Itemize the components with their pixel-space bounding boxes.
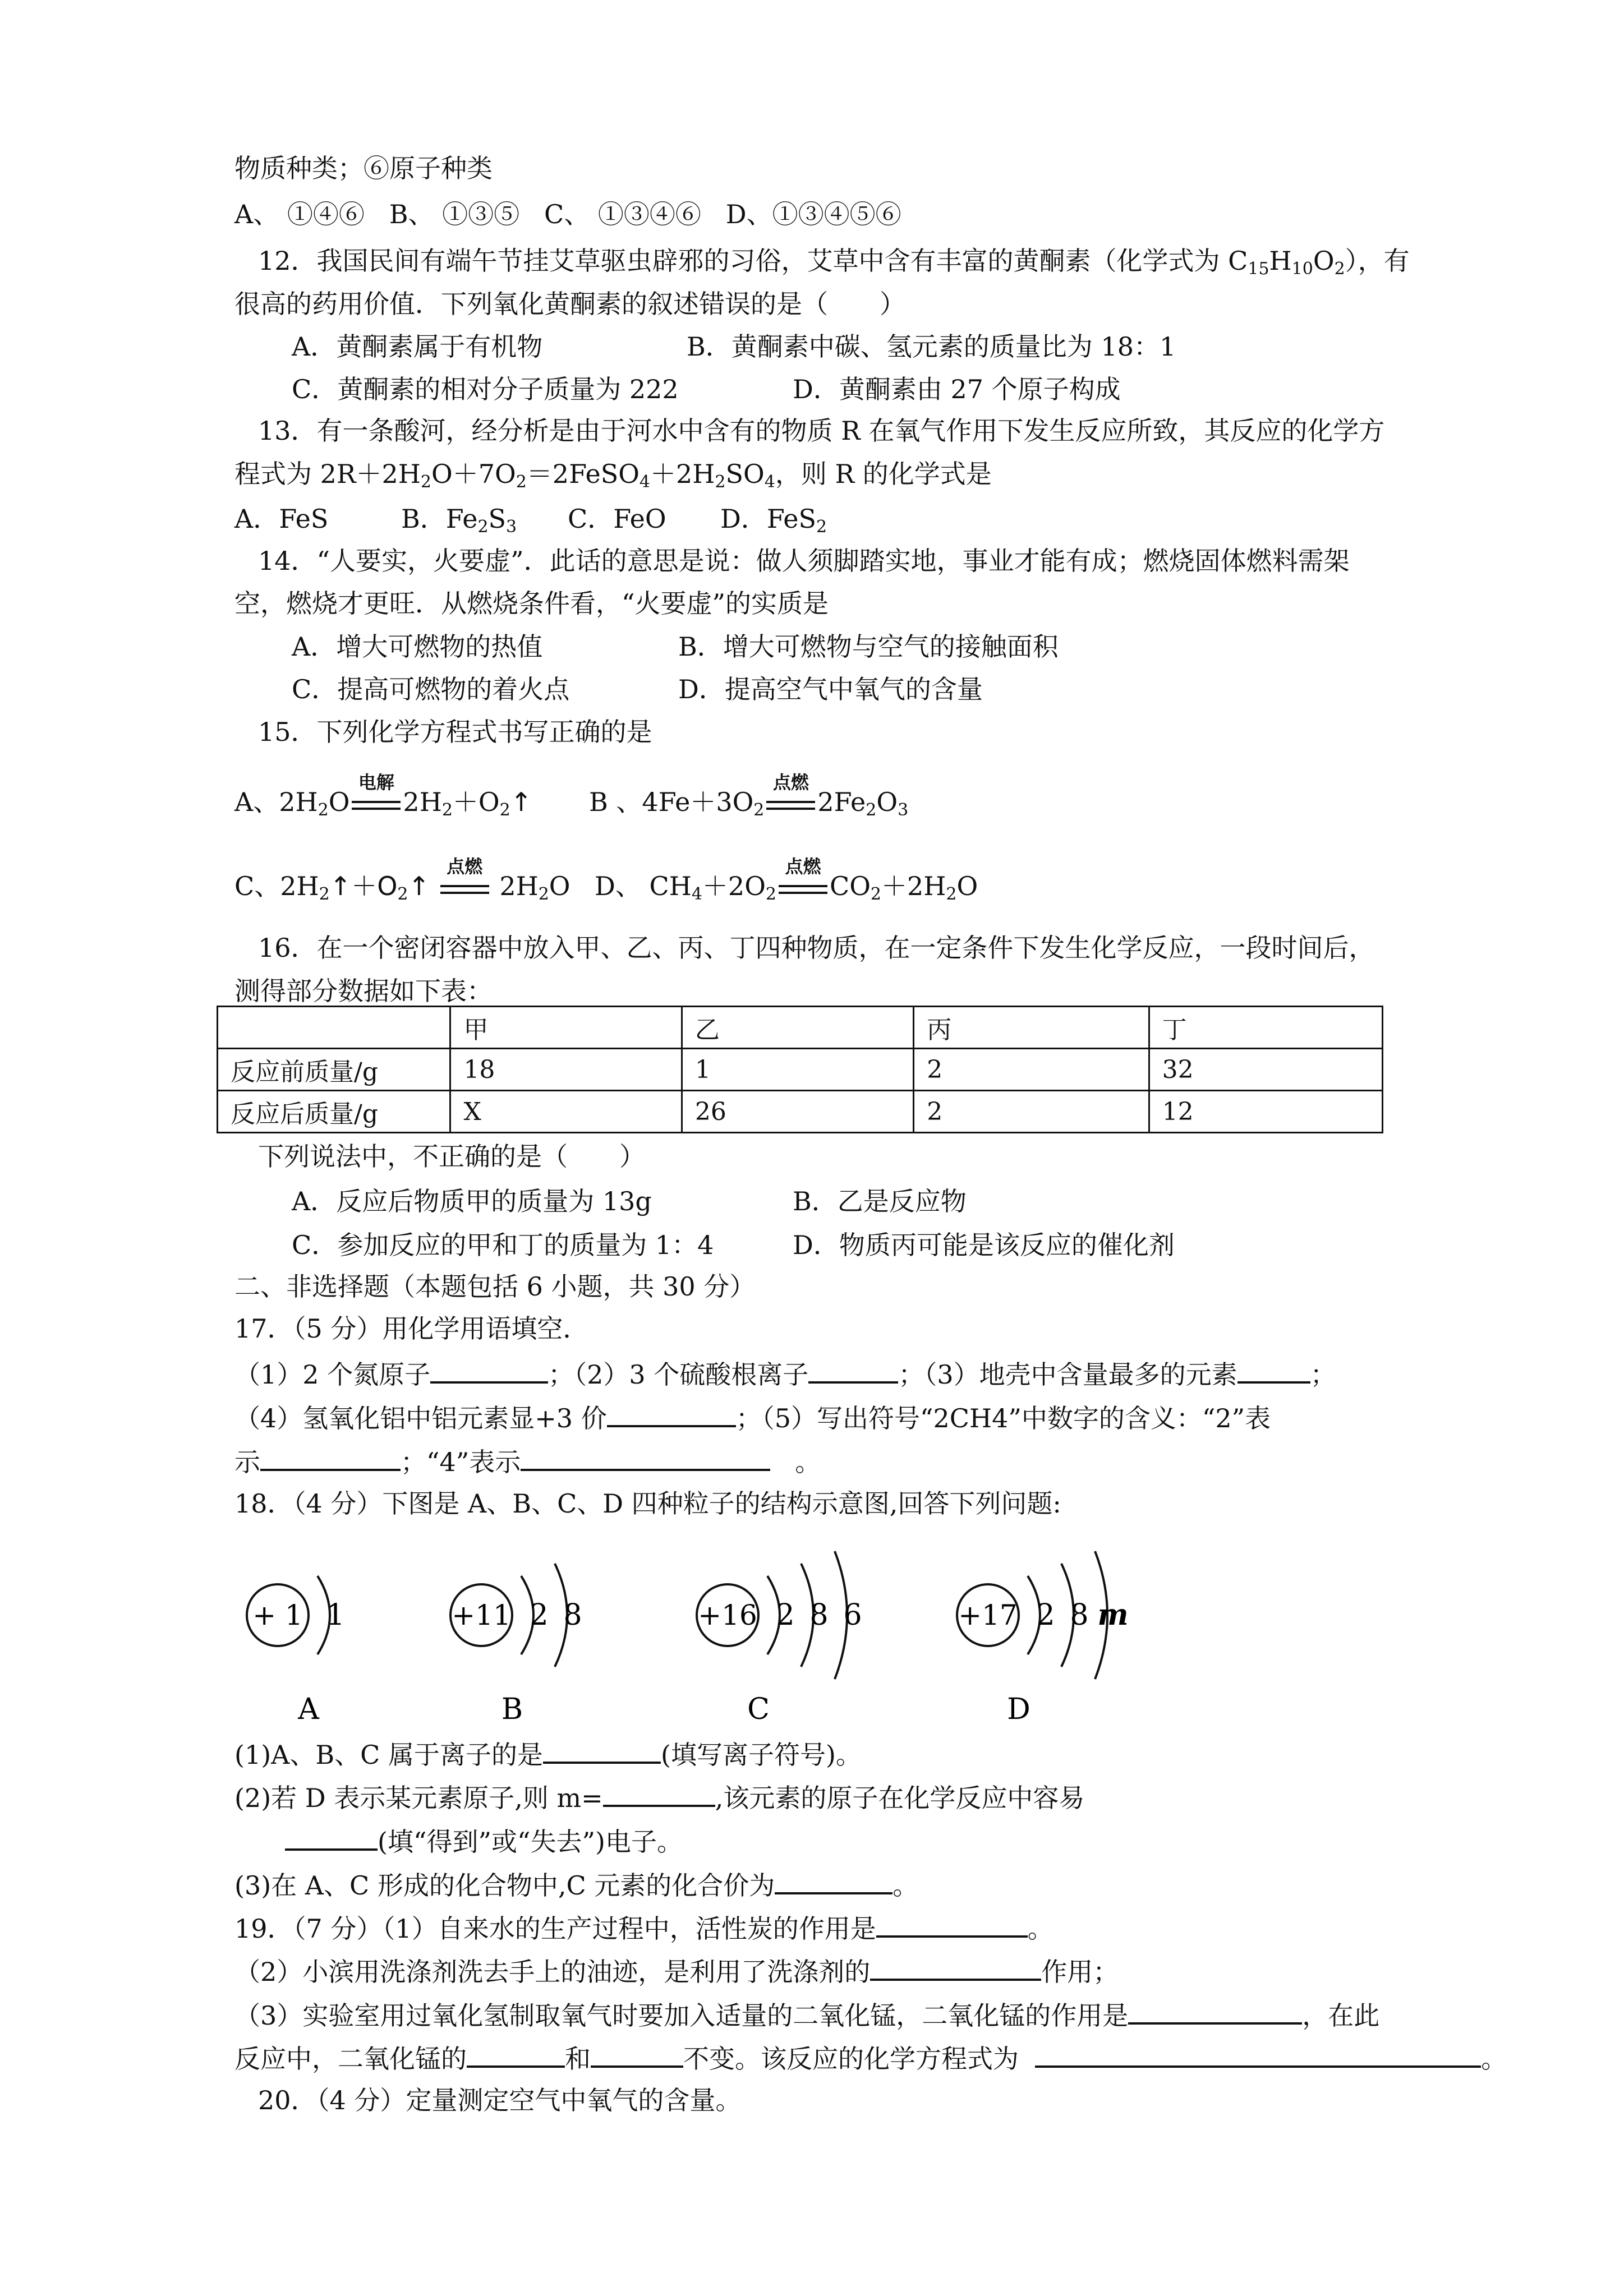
- q18-head: 18．（4 分）下图是 A、B、C、D 四种粒子的结构示意图,回答下列问题:: [234, 1488, 1061, 1519]
- q12-option-a: A．黄酮素属于有机物: [292, 331, 543, 362]
- q14-option-d: D．提高空气中氧气的含量: [678, 674, 983, 704]
- gas-arrow-icon: ↑: [408, 871, 430, 901]
- q16-option-d: D．物质丙可能是该反应的催化剂: [793, 1230, 1175, 1260]
- q12-stem-line1: 12．我国民间有端午节挂艾草驱虫辟邪的习俗，艾草中含有丰富的黄酮素（化学式为 $C_{15}H_{10}O_2$），有: [258, 246, 1410, 279]
- q14-stem-line2: 空，燃烧才更旺．从燃烧条件看，“火要虚”的实质是: [234, 588, 829, 619]
- nucleus-charge: + 1: [252, 1599, 303, 1631]
- q13-option-d: D．FeS$_2$: [720, 504, 827, 537]
- answer-blank[interactable]: [1035, 2040, 1481, 2068]
- gas-arrow-icon: ↑: [510, 787, 532, 817]
- q19-line4: 反应中，二氧化锰的 和 不变。该反应的化学方程式为 。: [234, 2040, 1507, 2076]
- table-cell: 反应后质量/g: [218, 1091, 450, 1133]
- electron-count: 2: [776, 1598, 795, 1632]
- q16-question: 下列说法中，不正确的是（ ）: [258, 1141, 645, 1172]
- answer-blank[interactable]: [603, 1779, 715, 1807]
- q17-line2: （4）氢氧化铝中铝元素显+3 价 ；（5）写出符号“2CH4”中数字的含义：“2”表: [234, 1399, 1271, 1435]
- ignite-condition-sign: 点燃: [776, 877, 830, 900]
- table-header-cell: 甲: [450, 1007, 682, 1049]
- nucleus-charge: +17: [958, 1599, 1018, 1631]
- q11-tail-line: 物质种类；⑥原子种类: [234, 153, 493, 183]
- section-title: 二、非选择题（本题包括 6 小题，共 30 分）: [234, 1271, 756, 1302]
- table-header-row: [218, 1007, 1383, 1049]
- q11-option-c: C、 ①③④⑥: [544, 199, 701, 229]
- electron-count: 2: [530, 1598, 549, 1632]
- electron-count: 8: [563, 1598, 582, 1632]
- q11-option-d: D、①③④⑤⑥: [725, 199, 901, 229]
- q14-option-c: C．提高可燃物的着火点: [292, 674, 570, 704]
- answer-blank[interactable]: [1128, 1997, 1302, 2025]
- answer-blank[interactable]: [607, 1399, 736, 1427]
- atom-structure-diagrams: [0, 1548, 1624, 1739]
- q14-stem-line1: 14．“人要实，火要虚”．此话的意思是说：做人须脚踏实地，事业才能有成；燃烧固体燃料需架: [258, 546, 1350, 576]
- answer-blank[interactable]: [467, 2040, 565, 2068]
- q16-option-c: C．参加反应的甲和丁的质量为 1：4: [292, 1230, 714, 1260]
- answer-blank[interactable]: [591, 2040, 683, 2068]
- q13-option-b: B．$Fe_2S_3$: [401, 504, 517, 537]
- table-cell: 反应前质量/g: [218, 1049, 450, 1091]
- answer-blank[interactable]: [260, 1443, 401, 1471]
- mass-data-table: [217, 1006, 1383, 1133]
- q15-stem: 15．下列化学方程式书写正确的是: [258, 717, 652, 747]
- electron-count: 6: [843, 1598, 862, 1632]
- q18-s1: (1)A、B、C 属于离子的是 (填写离子符号)。: [234, 1736, 862, 1772]
- table-cell: 2: [914, 1091, 1149, 1133]
- q12-option-d: D．黄酮素由 27 个原子构成: [793, 374, 1121, 404]
- q19-line2: （2）小滨用洗涤剂洗去手上的油迹，是利用了洗涤剂的 作用；: [234, 1953, 1119, 1989]
- q19-line3: （3）实验室用过氧化氢制取氧气时要加入适量的二氧化锰，二氧化锰的作用是 ，在此: [234, 1997, 1379, 2032]
- ignite-condition-sign: 点燃: [764, 793, 817, 815]
- particle-label: B: [501, 1693, 523, 1726]
- table-cell: 1: [682, 1049, 913, 1091]
- q13-equation-line: 程式为 $2R+2H_2O+7O_2=2FeSO_4+2H_2SO_4$，则 R 的化学式是: [234, 459, 992, 492]
- nucleus-charge: +11: [452, 1599, 511, 1631]
- ignite-condition-sign: 点燃: [438, 877, 491, 900]
- table-cell: 2: [914, 1049, 1149, 1091]
- table-cell: 32: [1149, 1049, 1382, 1091]
- q13-stem-line1: 13．有一条酸河，经分析是由于河水中含有的物质 R 在氧气作用下发生反应所致，其反应的化学方: [258, 416, 1385, 446]
- answer-blank[interactable]: [1237, 1356, 1310, 1384]
- electron-count: 8: [1070, 1598, 1089, 1632]
- q13-option-a: A．FeS: [234, 504, 329, 534]
- electron-count: m: [1097, 1598, 1129, 1632]
- q18-s4: (3)在 A、C 形成的化合物中,C 元素的化合价为 。: [234, 1866, 918, 1902]
- q15-option-c: C、$2H_2↑+O_2↑$ 点燃 $2H_2O$: [234, 856, 571, 904]
- table-cell: 18: [450, 1049, 682, 1091]
- answer-blank[interactable]: [521, 1443, 770, 1471]
- answer-blank[interactable]: [808, 1356, 898, 1384]
- particle-label: D: [1007, 1693, 1030, 1726]
- q20-head: 20．（4 分）定量测定空气中氧气的含量。: [258, 2085, 742, 2115]
- q16-stem-line2: 测得部分数据如下表：: [234, 976, 493, 1006]
- particle-label: A: [298, 1693, 319, 1726]
- q17-line1: （1）2 个氮原子 ；（2）3 个硫酸根离子 ；（3）地壳中含量最多的元素 ；: [234, 1356, 1336, 1391]
- q12-stem-line2: 很高的药用价值．下列氧化黄酮素的叙述错误的是（ ）: [234, 289, 905, 319]
- table-cell: 12: [1149, 1091, 1382, 1133]
- q16-option-b: B．乙是反应物: [793, 1186, 967, 1216]
- q15-option-a: A、$2H_2O$ 电解 $2H_2+O_2↑$: [234, 772, 532, 820]
- q11-options: [234, 197, 901, 231]
- q12-option-c: C．黄酮素的相对分子质量为 222: [292, 374, 679, 404]
- answer-blank[interactable]: [876, 1910, 1028, 1938]
- electron-count: 8: [809, 1598, 829, 1632]
- electron-count: 2: [1036, 1598, 1055, 1632]
- table-header-cell: 丙: [914, 1007, 1149, 1049]
- table-cell: 26: [682, 1091, 913, 1133]
- q14-option-b: B．增大可燃物与空气的接触面积: [678, 631, 1059, 662]
- electron-count: 1: [326, 1598, 345, 1632]
- answer-blank[interactable]: [775, 1866, 892, 1894]
- answer-blank[interactable]: [430, 1356, 548, 1384]
- q16-stem-line1: 16．在一个密闭容器中放入甲、乙、丙、丁四种物质，在一定条件下发生化学反应，一段时间后，: [258, 933, 1375, 963]
- table-header-cell: 乙: [682, 1007, 913, 1049]
- answer-blank[interactable]: [543, 1736, 661, 1764]
- table-row: [218, 1091, 1383, 1133]
- q15-option-d: D、 $CH_4+2O_2$ 点燃 $CO_2+2H_2O$: [595, 856, 978, 904]
- q12-option-b: B．黄酮素中碳、氢元素的质量比为 18：1: [687, 331, 1176, 362]
- q14-option-a: A．增大可燃物的热值: [292, 631, 543, 662]
- q17-line3: 示 ；“4”表示 。: [234, 1443, 821, 1479]
- table-header-cell: 丁: [1149, 1007, 1382, 1049]
- answer-blank[interactable]: [285, 1823, 378, 1851]
- q15-option-b: B 、$4Fe+3O_2$ 点燃 $2Fe_2O_3$: [589, 772, 909, 820]
- electrolysis-condition-sign: 电解: [349, 793, 403, 815]
- answer-blank[interactable]: [870, 1953, 1041, 1981]
- q19-line1: 19．（7 分）（1）自来水的生产过程中，活性炭的作用是 。: [234, 1910, 1053, 1945]
- table-header-cell: [218, 1007, 450, 1049]
- table-cell: X: [450, 1091, 682, 1133]
- q18-s3: (填“得到”或“失去”)电子。: [285, 1823, 683, 1859]
- q18-s2: (2)若 D 表示某元素原子,则 m= ,该元素的原子在化学反应中容易: [234, 1779, 1084, 1815]
- q11-option-b: B、 ①③⑤: [389, 199, 520, 229]
- q13-option-c: C．FeO: [568, 504, 666, 534]
- q17-head: 17．（5 分）用化学用语填空．: [234, 1313, 589, 1344]
- q16-option-a: A．反应后物质甲的质量为 13g: [292, 1186, 652, 1216]
- nucleus-charge: +16: [698, 1599, 757, 1631]
- particle-label: C: [747, 1693, 770, 1726]
- q11-option-a: A、 ①④⑥: [234, 199, 365, 229]
- table-row: [218, 1049, 1383, 1091]
